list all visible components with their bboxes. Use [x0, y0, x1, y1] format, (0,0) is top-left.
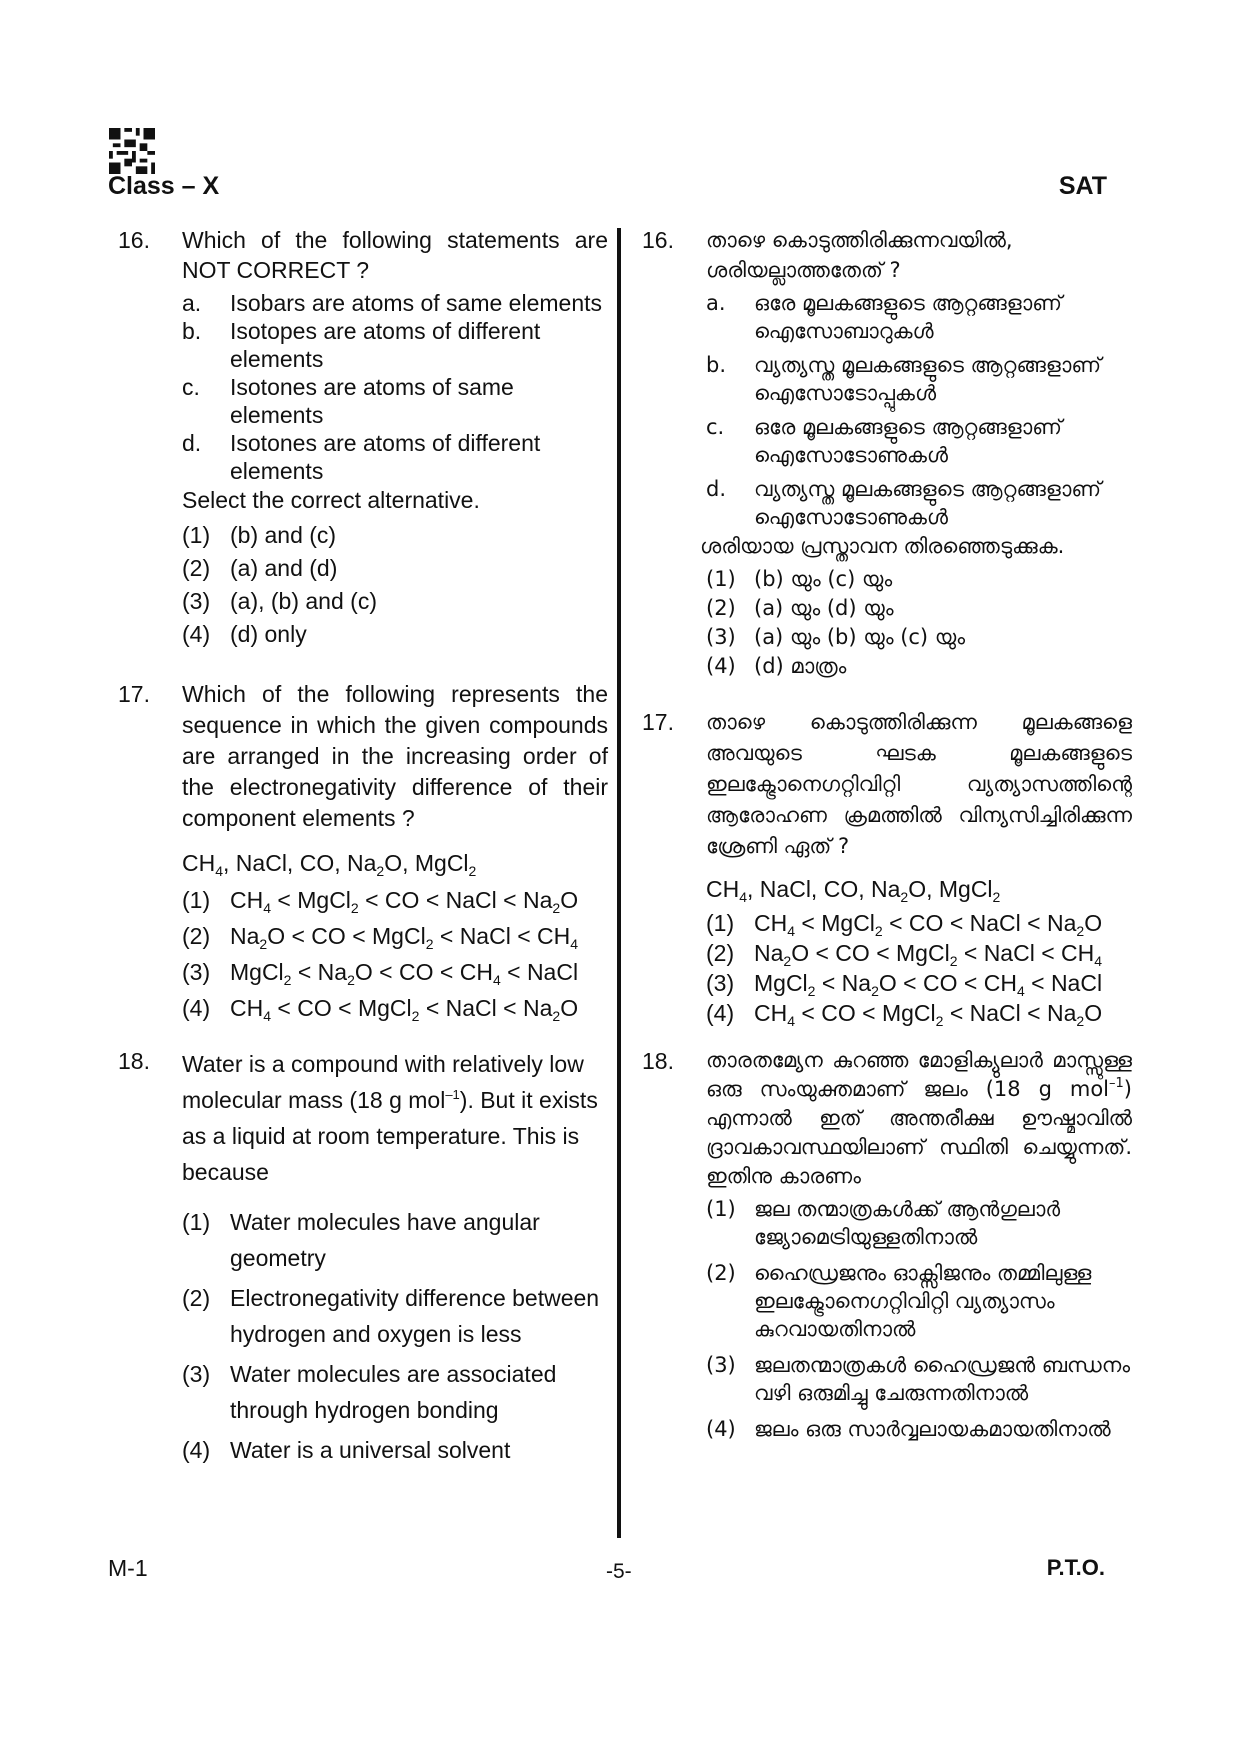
option-item: (2) $Na_2O$ < CO < MgCl$_2$ < NaCl < $CH_4$ [182, 923, 579, 952]
option-item: (4) $CH_4$ < CO < MgCl$_2$ < NaCl < $Na_2O$ [706, 1000, 1103, 1029]
class-label: Class – X [108, 172, 220, 200]
column-divider [617, 228, 621, 1538]
page-number: -5- [606, 1560, 632, 1583]
question-number: 16. [118, 227, 150, 253]
pto-label: P.T.O. [1046, 1555, 1105, 1580]
instruction: ശരിയായ പ്രസ്താവന തിരഞ്ഞെടുക്കുക. [700, 534, 1065, 558]
statement-item: c. ഒരേ മൂലകങ്ങളുടെ ആറ്റങ്ങളാണ് ഐസോടോണുകൾ [706, 415, 1063, 467]
option-item: (4) $CH_4$ < CO < MgCl$_2$ < NaCl < $Na_2O$ [182, 995, 579, 1024]
option-item: (1) Water molecules have angular geometry [182, 1209, 540, 1271]
question-16-en [118, 225, 608, 651]
option-item: (2) Electronegativity difference between hydrogen and oxygen is less [182, 1285, 600, 1347]
statement-item: a. ഒരേ മൂലകങ്ങളുടെ ആറ്റങ്ങളാണ് ഐസോബാറുകൾ [706, 291, 1063, 343]
statement-item: c. Isotones are atoms of same elements [182, 374, 514, 428]
option-item: (1) ജല തന്മാത്രകൾക്ക് ആൻഗുലാർ ജ്യോമെട്രിയുള്ളതിനാൽ [706, 1197, 1061, 1249]
option-item: (4) Water is a universal solvent [182, 1437, 511, 1463]
paper-code: M-1 [108, 1555, 148, 1581]
statement-item: d. വ്യത്യസ്ത മൂലകങ്ങളുടെ ആറ്റങ്ങളാണ് ഐസോടോണുകൾ [706, 477, 1102, 529]
option-item: (4) ജലം ഒരു സാർവ്വലായകമായതിനാൽ [706, 1417, 1111, 1441]
question-stem: Water is a compound with relatively low molecular mass (18 g mol$^{-1}$). But it exists as a liquid at room temperature. This is because [182, 1051, 598, 1185]
option-item: (1) $CH_4$ < MgCl$_2$ < CO < NaCl < $Na_2O$ [706, 910, 1103, 939]
question-18-en: 18. Water is a compound with relatively low molecular mass (18 g mol$^{-1}$). But it exists as a liquid at room temperature. This is because (1) Water molecules have angular geometry (2) Electronegativity difference between hydrogen and oxygen is less (3) Water molecules are associated through hydrogen bonding (4) Water is a universal solvent [118, 1046, 608, 1468]
option-item: (3) (a), (b) and (c) [182, 588, 377, 614]
malayalam-column [642, 225, 1132, 1443]
qr-code-icon [108, 128, 156, 174]
option-item: (1) (b) and (c) [182, 522, 337, 548]
question-stem: താരതമ്യേന കുറഞ്ഞ മോളിക്യുലാർ മാസ്സുള്ള ഒരു സംയുക്തമാണ് ജലം (18 g mol$^{-1}$) എന്നാൽ ഇത് അന്തരീക്ഷ ഊഷ്മാവിൽ ദ്രാവകാവസ്ഥയിലാണ് സ്ഥിതി ചെയ്യുന്നത്. ഇതിനു കാരണം [706, 1048, 1132, 1188]
question-17-ml: 17. താഴെ കൊടുത്തിരിക്കുന്ന മൂലകങ്ങളെ അവയുടെ ഘടക മൂലകങ്ങളുടെ ഇലക്ട്രോനെഗറ്റിവിറ്റി വ്യത്യാസത്തിന്റെ ആരോഹണ ക്രമത്തിൽ വിന്യസിച്ചിരിക്കുന്ന ശ്രേണി ഏത് ? $CH_4$, NaCl, CO, $Na_2O$, MgCl$_2$ (1) $CH_4$ < MgCl$_2$ < CO < NaCl < $Na_2O$ (2) $Na_2O$ < CO < MgCl$_2$ < NaCl < $CH_4$ (3) MgCl$_2$ < $Na_2O$ < CO < $CH_4$ < NaCl (4) $CH_4$ < CO < MgCl$_2$ < NaCl < $Na_2O$ [642, 709, 1132, 1029]
option-item: (4) (d) only [182, 621, 307, 647]
instruction: Select the correct alternative. [182, 487, 480, 513]
statement-item: b. വ്യത്യസ്ത മൂലകങ്ങളുടെ ആറ്റങ്ങളാണ് ഐസോടോപ്പുകൾ [706, 353, 1102, 405]
option-item: (4) (d) മാത്രം [706, 654, 847, 678]
question-16-ml: 16. താഴെ കൊടുത്തിരിക്കുന്നവയിൽ, ശരിയല്ലാത്തതേത് ? a. ഒരേ മൂലകങ്ങളുടെ ആറ്റങ്ങളാണ് ഐസോബാറുകൾ b. വ്യത്യസ്ത മൂലകങ്ങളുടെ ആറ്റങ്ങളാണ് ഐസോടോപ്പുകൾ c. ഒരേ മൂലകങ്ങളുടെ ആറ്റങ്ങളാണ് ഐസോടോണുകൾ d. വ്യത്യസ്ത മൂലകങ്ങളുടെ ആറ്റങ്ങളാണ് ഐസോടോണുകൾ ശരിയായ പ്രസ്താവന തിരഞ്ഞെടുക്കുക. (1) (b) യും (c) യും (2) (a) യും (d) യും (3) (a) യും (b) യും (c) യും (4) (d) മാത്രം [642, 225, 1132, 681]
option-item: (1) $CH_4$ < MgCl$_2$ < CO < NaCl < $Na_2O$ [182, 887, 579, 916]
question-17-en: 17. Which of the following represents the sequence in which the given compounds are arranged in the increasing order of the electronegativity difference of their component elements ? $CH_4$, NaCl, CO, $Na_2O$, MgCl$_2$ (1) $CH_4$ < MgCl$_2$ < CO < NaCl < $Na_2O$ (2) $Na_2O$ < CO < MgCl$_2$ < NaCl < $CH_4$ (3) MgCl$_2$ < $Na_2O$ < CO < $CH_4$ < NaCl (4) $CH_4$ < CO < MgCl$_2$ < NaCl < $Na_2O$ [118, 681, 608, 1024]
option-item: (3) MgCl$_2$ < $Na_2O$ < CO < $CH_4$ < NaCl [182, 959, 579, 988]
option-item: (3) (a) യും (b) യും (c) യും [706, 625, 966, 649]
english-column [118, 225, 608, 1468]
option-item: (2) ഹൈഡ്രജനും ഓക്സിജനും തമ്മിലുള്ള ഇലക്ട്രോനെഗറ്റിവിറ്റി വ്യത്യാസം കുറവായതിനാൽ [706, 1261, 1092, 1341]
option-item: (3) Water molecules are associated through hydrogen bonding [182, 1361, 557, 1423]
question-stem: താഴെ കൊടുത്തിരിക്കുന്ന മൂലകങ്ങളെ അവയുടെ ഘടക മൂലകങ്ങളുടെ ഇലക്ട്രോനെഗറ്റിവിറ്റി വ്യത്യാസത്തിന്റെ ആരോഹണ ക്രമത്തിൽ വിന്യസിച്ചിരിക്കുന്ന ശ്രേണി ഏത് ? [706, 710, 1132, 858]
statement-item: d. Isotones are atoms of different elements [182, 430, 541, 484]
option-item: (2) (a) and (d) [182, 555, 338, 581]
exam-label: SAT [1058, 172, 1107, 200]
option-item: (3) MgCl$_2$ < $Na_2O$ < CO < $CH_4$ < NaCl [706, 970, 1103, 999]
question-18-ml: 18. താരതമ്യേന കുറഞ്ഞ മോളിക്യുലാർ മാസ്സുള്ള ഒരു സംയുക്തമാണ് ജലം (18 g mol$^{-1}$) എന്നാൽ ഇത് അന്തരീക്ഷ ഊഷ്മാവിൽ ദ്രാവകാവസ്ഥയിലാണ് സ്ഥിതി ചെയ്യുന്നത്. ഇതിനു കാരണം (1) ജല തന്മാത്രകൾക്ക് ആൻഗുലാർ ജ്യോമെട്രിയുള്ളതിനാൽ (2) ഹൈഡ്രജനും ഓക്സിജനും തമ്മിലുള്ള ഇലക്ട്രോനെഗറ്റിവിറ്റി വ്യത്യാസം കുറവായതിനാൽ (3) ജലതന്മാത്രകൾ ഹൈഡ്രജൻ ബന്ധനം വഴി ഒരുമിച്ചു ചേരുന്നതിനാൽ (4) ജലം ഒരു സാർവ്വലായകമായതിനാൽ [642, 1048, 1132, 1441]
compounds-list: $CH_4$, NaCl, CO, $Na_2O$, MgCl$_2$ [706, 876, 1001, 905]
question-stem: Which of the following represents the sequence in which the given compounds are arranged in the increasing order of the electronegativity difference of their component elements ? [182, 681, 608, 831]
statement-item: b. Isotopes are atoms of different elements [182, 318, 541, 372]
option-item: (2) $Na_2O$ < CO < MgCl$_2$ < NaCl < $CH_4$ [706, 940, 1103, 969]
question-stem: താഴെ കൊടുത്തിരിക്കുന്നവയിൽ, ശരിയല്ലാത്തതേത് ? [706, 228, 1013, 282]
option-item: (3) ജലതന്മാത്രകൾ ഹൈഡ്രജൻ ബന്ധനം വഴി ഒരുമിച്ചു ചേരുന്നതിനാൽ [706, 1353, 1131, 1405]
statement-item: a. Isobars are atoms of same elements [182, 290, 602, 316]
option-item: (1) (b) യും (c) യും [706, 567, 893, 591]
compounds-list: $CH_4$, NaCl, CO, $Na_2O$, MgCl$_2$ [182, 850, 477, 879]
question-stem: Which of the following statements are NOT CORRECT ? [182, 227, 608, 283]
option-item: (2) (a) യും (d) യും [706, 596, 894, 620]
